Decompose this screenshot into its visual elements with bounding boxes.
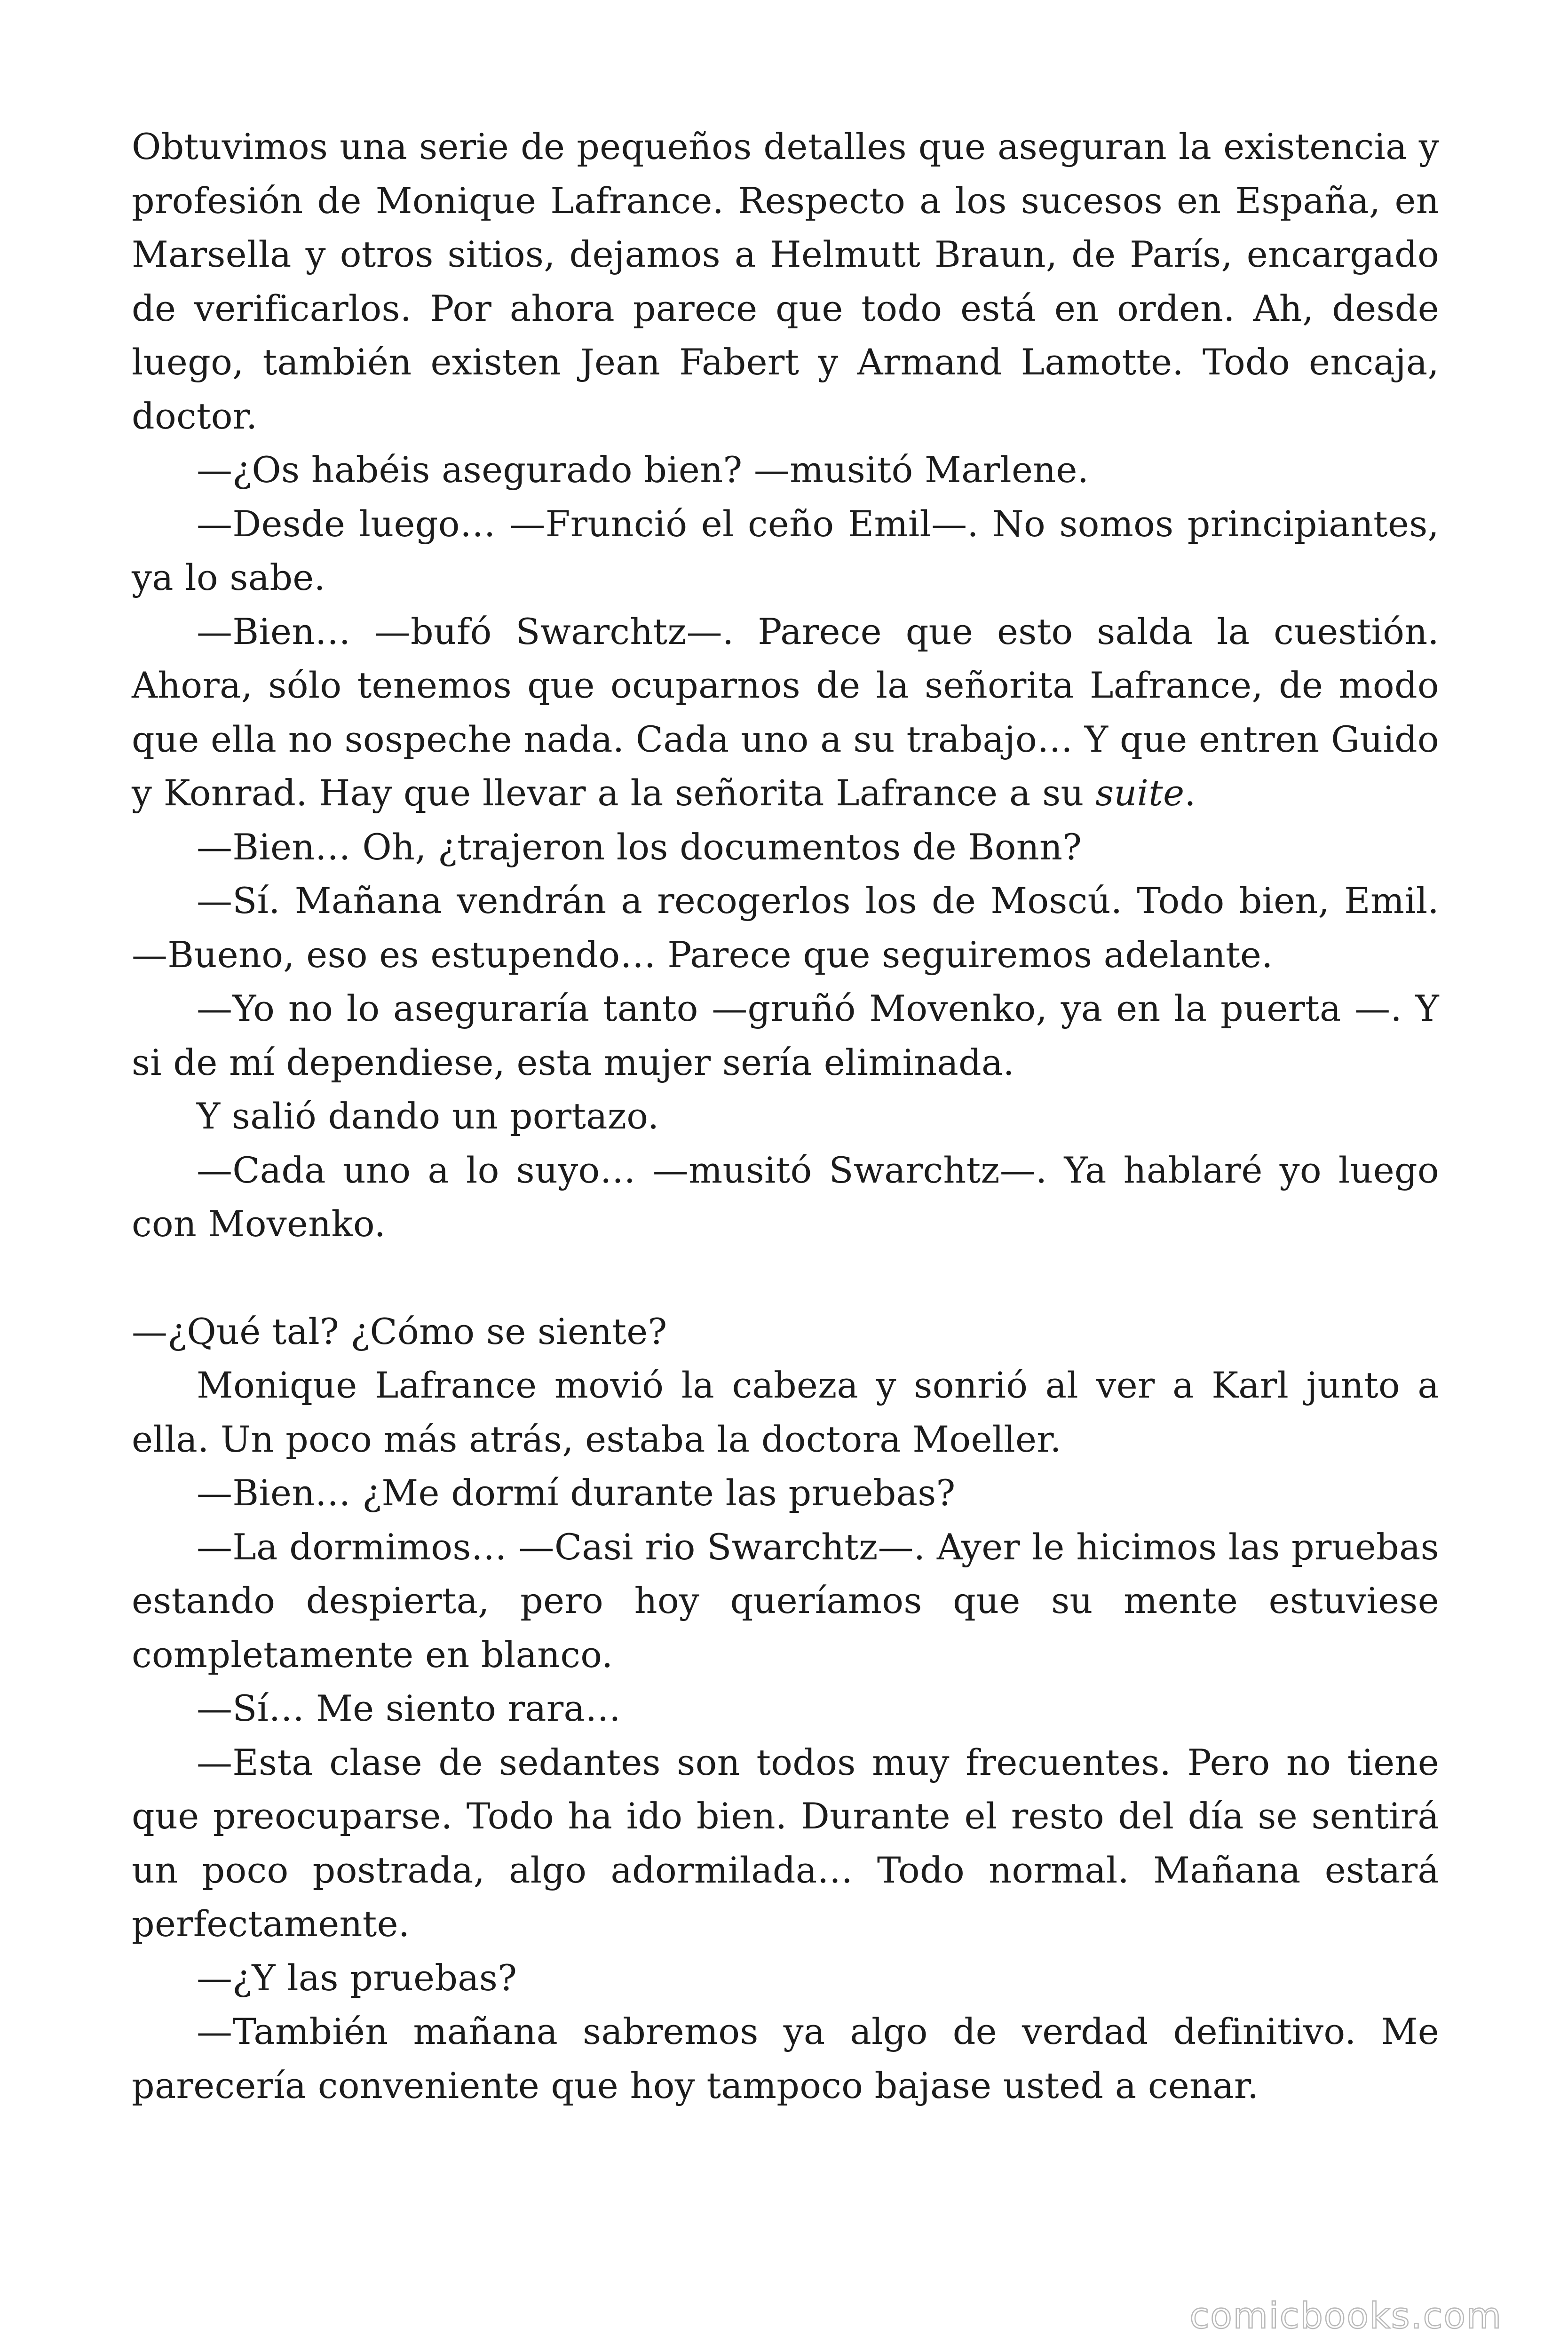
paragraph: —Bien… ¿Me dormí durante las pruebas? [197, 1472, 956, 1514]
paragraph: —Desde luego… —Frunció el ceño Emil—. No somos principiantes, ya lo sabe. [132, 502, 1439, 598]
paragraph: Monique Lafrance movió la cabeza y sonrió al ver a Karl junto a ella. Un poco más atrás, estaba la doctora Moeller. [132, 1364, 1439, 1460]
paragraph: —¿Qué tal? ¿Cómo se siente? [132, 1310, 667, 1352]
book-page-text [132, 120, 1439, 2113]
paragraph: —Cada uno a lo suyo… —musitó Swarchtz—. Ya hablaré yo luego con Movenko. [132, 1149, 1439, 1245]
watermark: comicbooks.com [1189, 2295, 1502, 2336]
paragraph: —Yo no lo aseguraría tanto —gruñó Movenko, ya en la puerta —. Y si de mí dependiese, esta mujer sería eliminada. [132, 987, 1439, 1083]
paragraph-with-italic [132, 605, 1439, 820]
paragraph: —Sí… Me siento rara… [197, 1687, 621, 1729]
paragraph: —Sí. Mañana vendrán a recogerlos los de Moscú. Todo bien, Emil. —Bueno, eso es estupendo… Parece que seguiremos adelante. [132, 880, 1439, 976]
italic-word: suite [1095, 772, 1185, 814]
section-break [132, 1251, 1439, 1305]
paragraph: —La dormimos… —Casi rio Swarchtz—. Ayer le hicimos las pruebas estando despierta, pero hoy queríamos que su mente estuviese completamente en blanco. [132, 1526, 1439, 1676]
paragraph: —¿Y las pruebas? [197, 1956, 517, 1999]
paragraph: —Bien… Oh, ¿trajeron los documentos de Bonn? [197, 826, 1082, 868]
paragraph: —Esta clase de sedantes son todos muy frecuentes. Pero no tiene que preocuparse. Todo ha ido bien. Durante el resto del día se sentirá un poco postrada, algo adormilada… Todo normal. Mañana estará perfectamente. [132, 1741, 1439, 1945]
paragraph-end: . [1184, 772, 1196, 814]
paragraph: —¿Os habéis asegurado bien? —musitó Marlene. [197, 449, 1089, 491]
paragraph: Y salió dando un portazo. [197, 1095, 659, 1137]
paragraph-text: —Bien… —bufó Swarchtz—. Parece que esto salda la cuestión. Ahora, sólo tenemos que ocuparnos de la señorita Lafrance, de modo que ella no sospeche nada. Cada uno a su trabajo… Y que entren Guido y Konrad. Hay que llevar a la señorita Lafrance a su [132, 610, 1439, 814]
paragraph: —También mañana sabremos ya algo de verdad definitivo. Me parecería conveniente que hoy tampoco bajase usted a cenar. [132, 2010, 1439, 2106]
paragraph: Obtuvimos una serie de pequeños detalles que aseguran la existencia y profesión de Monique Lafrance. Respecto a los sucesos en España, en Marsella y otros sitios, dejamos a Helmutt Braun, de París, encargado de verificarlos. Por ahora parece que todo está en orden. Ah, desde luego, también existen Jean Fabert y Armand Lamotte. Todo encaja, doctor. [132, 126, 1439, 437]
